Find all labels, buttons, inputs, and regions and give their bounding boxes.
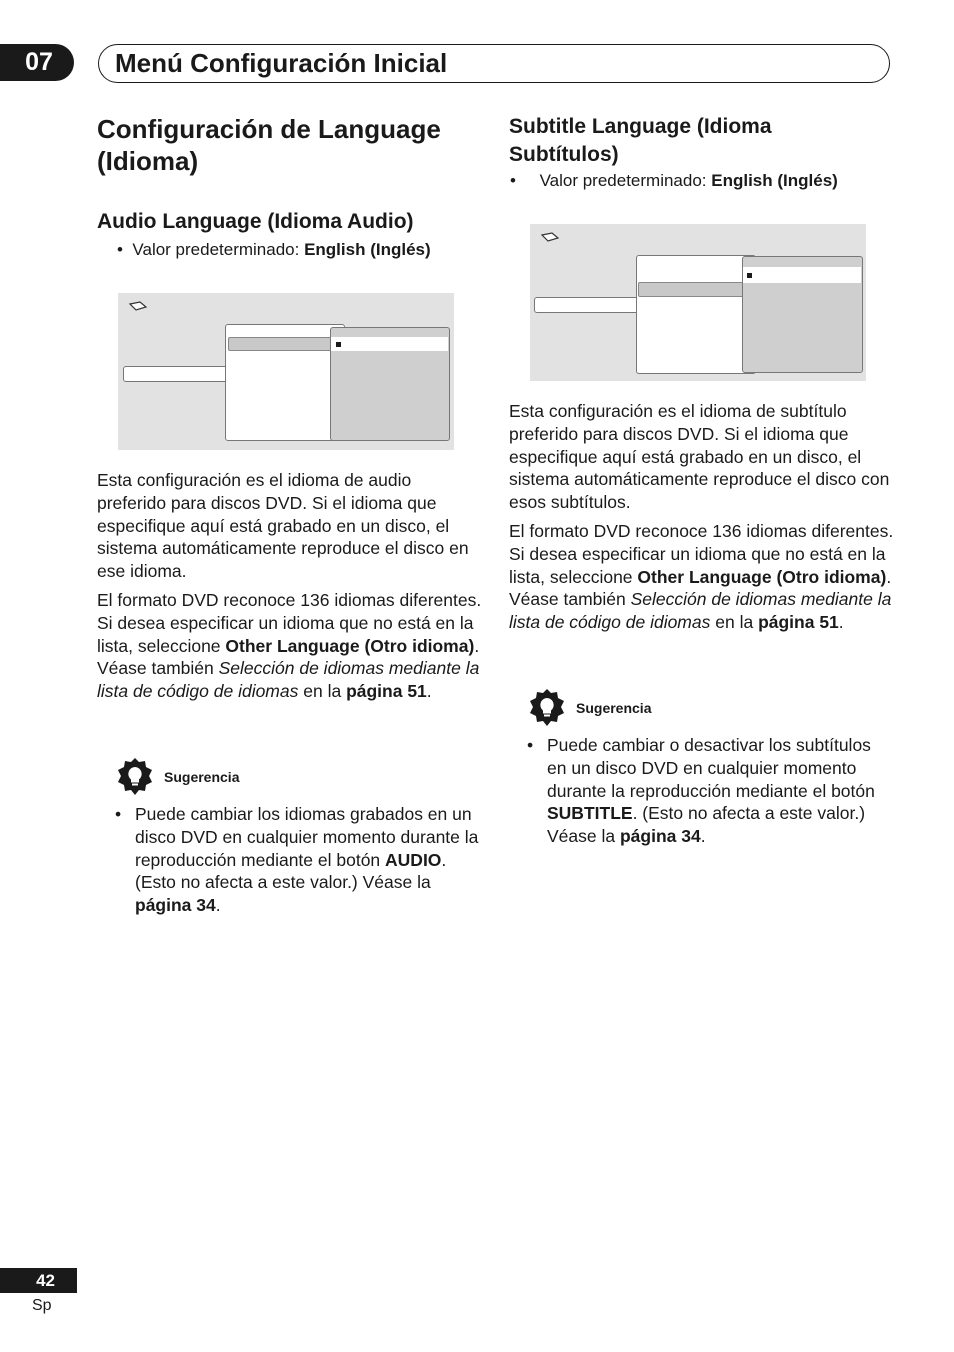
bullet: •: [115, 804, 122, 824]
text: .: [700, 826, 706, 847]
page-reference: página 51: [346, 681, 427, 702]
osd-left-menu-bar: [123, 366, 238, 382]
section-title: [97, 113, 441, 177]
disc-tab-icon: [128, 301, 148, 313]
page-reference: página 34: [619, 826, 701, 847]
lightbulb-tip-icon: [116, 757, 154, 797]
chapter-title: Menú Configuración Inicial: [115, 48, 448, 78]
bullet: •: [527, 735, 534, 755]
page-number: 42: [0, 1268, 77, 1293]
subtitle-language-heading: [509, 113, 772, 169]
text: .: [215, 895, 221, 916]
cross-reference: Selección de idiomas mediante la lista de código de idiomas: [509, 589, 892, 633]
tip-label: Sugerencia: [576, 700, 652, 716]
text: El formato DVD reconoce 136 idiomas diferentes. Si desea especificar un idioma que no está en la lista, seleccione: [97, 589, 482, 656]
chapter-title-box: [98, 44, 890, 83]
osd-options-panel: [742, 256, 863, 373]
osd-highlighted-item: [638, 282, 748, 297]
page-reference: página 34: [135, 895, 216, 916]
osd-highlighted-item: [228, 337, 336, 351]
tip-label: Sugerencia: [164, 769, 240, 785]
subtitle-default-value: [510, 170, 838, 192]
osd-selected-option: [743, 267, 861, 283]
text: Puede cambiar o desactivar los subtítulos en un disco DVD en cualquier momento durante la reproducción mediante el botón: [547, 735, 875, 801]
text: .: [838, 612, 844, 633]
audio-description: [97, 469, 482, 709]
default-prefix: Valor predeterminado:: [132, 240, 305, 259]
default-value: English (Inglés): [304, 240, 431, 259]
page-reference: página 51: [758, 612, 839, 633]
text: El formato DVD reconoce 136 idiomas diferentes. Si desea especificar un idioma que no está en la lista, seleccione: [509, 520, 894, 587]
section-title-line2: (Idioma): [97, 146, 199, 176]
osd-cursor-marker: [336, 342, 341, 347]
audio-default-value: [117, 239, 431, 261]
audio-para-2: [97, 589, 482, 703]
subtitle-language-osd-screen: [530, 224, 866, 381]
disc-tab-icon: [540, 232, 560, 244]
bullet: •: [510, 171, 516, 190]
other-language-ref: Other Language (Otro idioma): [637, 566, 887, 587]
subtitle-description: [509, 400, 894, 640]
text: .: [426, 681, 432, 702]
osd-menu-panel: [636, 255, 756, 374]
bullet: •: [117, 240, 123, 259]
subtitle-heading-line2: Subtítulos): [509, 143, 619, 166]
text: en la: [710, 612, 759, 633]
osd-options-panel: [330, 327, 450, 441]
chapter-number: 07: [0, 44, 74, 81]
text: . (Esto no afecta a este valor.) Véase la: [135, 849, 447, 893]
subtitle-tip-text: [527, 734, 892, 848]
subtitle-button-ref: SUBTITLE: [547, 803, 633, 824]
osd-left-menu-bar: [534, 297, 649, 313]
subtitle-heading-line1: Subtitle Language (Idioma: [509, 115, 772, 138]
text: . (Esto no afecta a este valor.) Véase la: [547, 803, 866, 847]
text: . Véase también: [509, 566, 892, 610]
other-language-ref: Other Language (Otro idioma): [225, 635, 475, 656]
osd-cursor-marker: [747, 273, 752, 278]
cross-reference: Selección de idiomas mediante la lista de código de idiomas: [97, 658, 480, 702]
audio-language-heading: Audio Language (Idioma Audio): [97, 210, 414, 233]
default-prefix: Valor predeterminado:: [539, 171, 712, 190]
section-title-line1: Configuración de Language: [97, 114, 441, 144]
audio-para-1: Esta configuración es el idioma de audio preferido para discos DVD. Si el idioma que especifique aquí está grabado en un disco, el sistema automáticamente reproduce el disco en ese idioma.: [97, 470, 469, 582]
default-value: English (Inglés): [711, 171, 838, 190]
audio-language-osd-screen: [118, 293, 454, 450]
subtitle-para-2: [509, 520, 894, 634]
osd-selected-option: [331, 337, 448, 351]
audio-button-ref: AUDIO: [385, 849, 442, 870]
text: en la: [298, 681, 347, 702]
text: Puede cambiar los idiomas grabados en un disco DVD en cualquier momento durante la reproducción mediante el botón: [135, 804, 479, 870]
page-language: Sp: [32, 1297, 52, 1314]
lightbulb-tip-icon: [528, 688, 566, 728]
text: . Véase también: [97, 635, 480, 679]
subtitle-para-1: Esta configuración es el idioma de subtítulo preferido para discos DVD. Si el idioma que especifique aquí está grabado en un disco, el sistema automáticamente reproduce el disco con esos subtítulos.: [509, 401, 890, 513]
audio-tip-text: [115, 803, 480, 917]
